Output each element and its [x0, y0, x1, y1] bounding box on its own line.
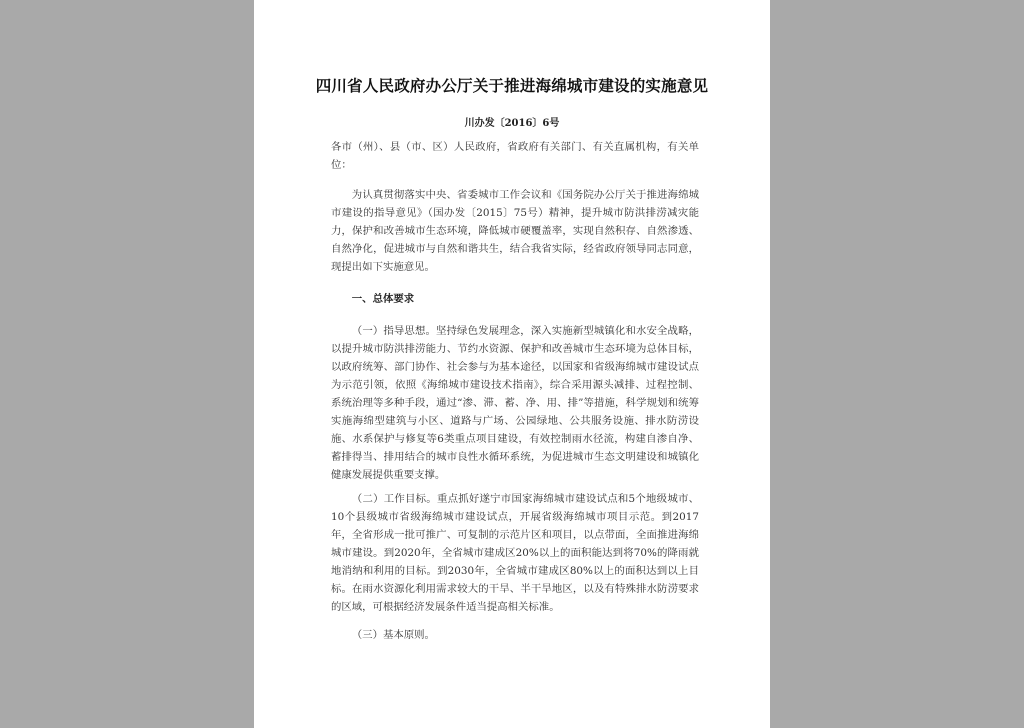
document-number: 川办发〔2016〕6号 — [464, 118, 560, 129]
document-page — [254, 0, 770, 728]
document-title: 四川省人民政府办公厅关于推进海绵城市建设的实施意见 — [315, 76, 709, 95]
basic-principles-paragraph: （三）基本原则。 — [351, 629, 435, 641]
addressee-paragraph: 各市（州）、县（市、区）人民政府，省政府有关部门、有关直属机构，有关单位： — [331, 141, 699, 171]
work-goals-paragraph: （二）工作目标。重点抓好遂宁市国家海绵城市建设试点和5个地级城市、10个县级城市省级海绵城市建设试点，开展省级海绵城市项目示范。到2017年，全省形成一批可推广、可复制的示范片区和项目，以点带面，全面推进海绵城市建设。到2020年，全省城市建成区20%以上的面积能达到将70%的降雨就地消纳和利用的目标。到2030年，全省城市建成区80%以上的面积达到以上目标。在雨水资源化利用需求较大的干旱、半干旱地区，以及有特殊排水防涝要求的区域，可根据经济发展条件适当提高相关标准。 — [331, 493, 699, 613]
guiding-principle-paragraph: （一）指导思想。坚持绿色发展理念，深入实施新型城镇化和水安全战略，以提升城市防洪排涝能力、节约水资源、保护和改善城市生态环境为总体目标，以政府统筹、部门协作、社会参与为基本途径，以国家和省级海绵城市建设试点为示范引领，依照《海绵城市建设技术指南》，综合采用源头减排、过程控制、系统治理等多种手段，通过“渗、滞、蓄、净、用、排”等措施，科学规划和统筹实施海绵型建筑与小区、道路与广场、公园绿地、公共服务设施、排水防涝设施、水系保护与修复等6类重点项目建设，有效控制雨水径流，构建自渗自净、蓄排得当、排用结合的城市良性水循环系统，为促进城市生态文明建设和城镇化健康发展提供重要支撑。 — [331, 325, 699, 481]
intro-paragraph: 为认真贯彻落实中央、省委城市工作会议和《国务院办公厅关于推进海绵城市建设的指导意见》（国办发〔2015〕75号）精神，提升城市防洪排涝减灾能力，保护和改善城市生态环境，降低城市硬覆盖率，实现自然积存、自然渗透、自然净化，促进城市与自然和谐共生，结合我省实际，经省政府领导同志同意，现提出如下实施意见。 — [331, 189, 699, 273]
section-heading: 一、总体要求 — [351, 293, 415, 305]
